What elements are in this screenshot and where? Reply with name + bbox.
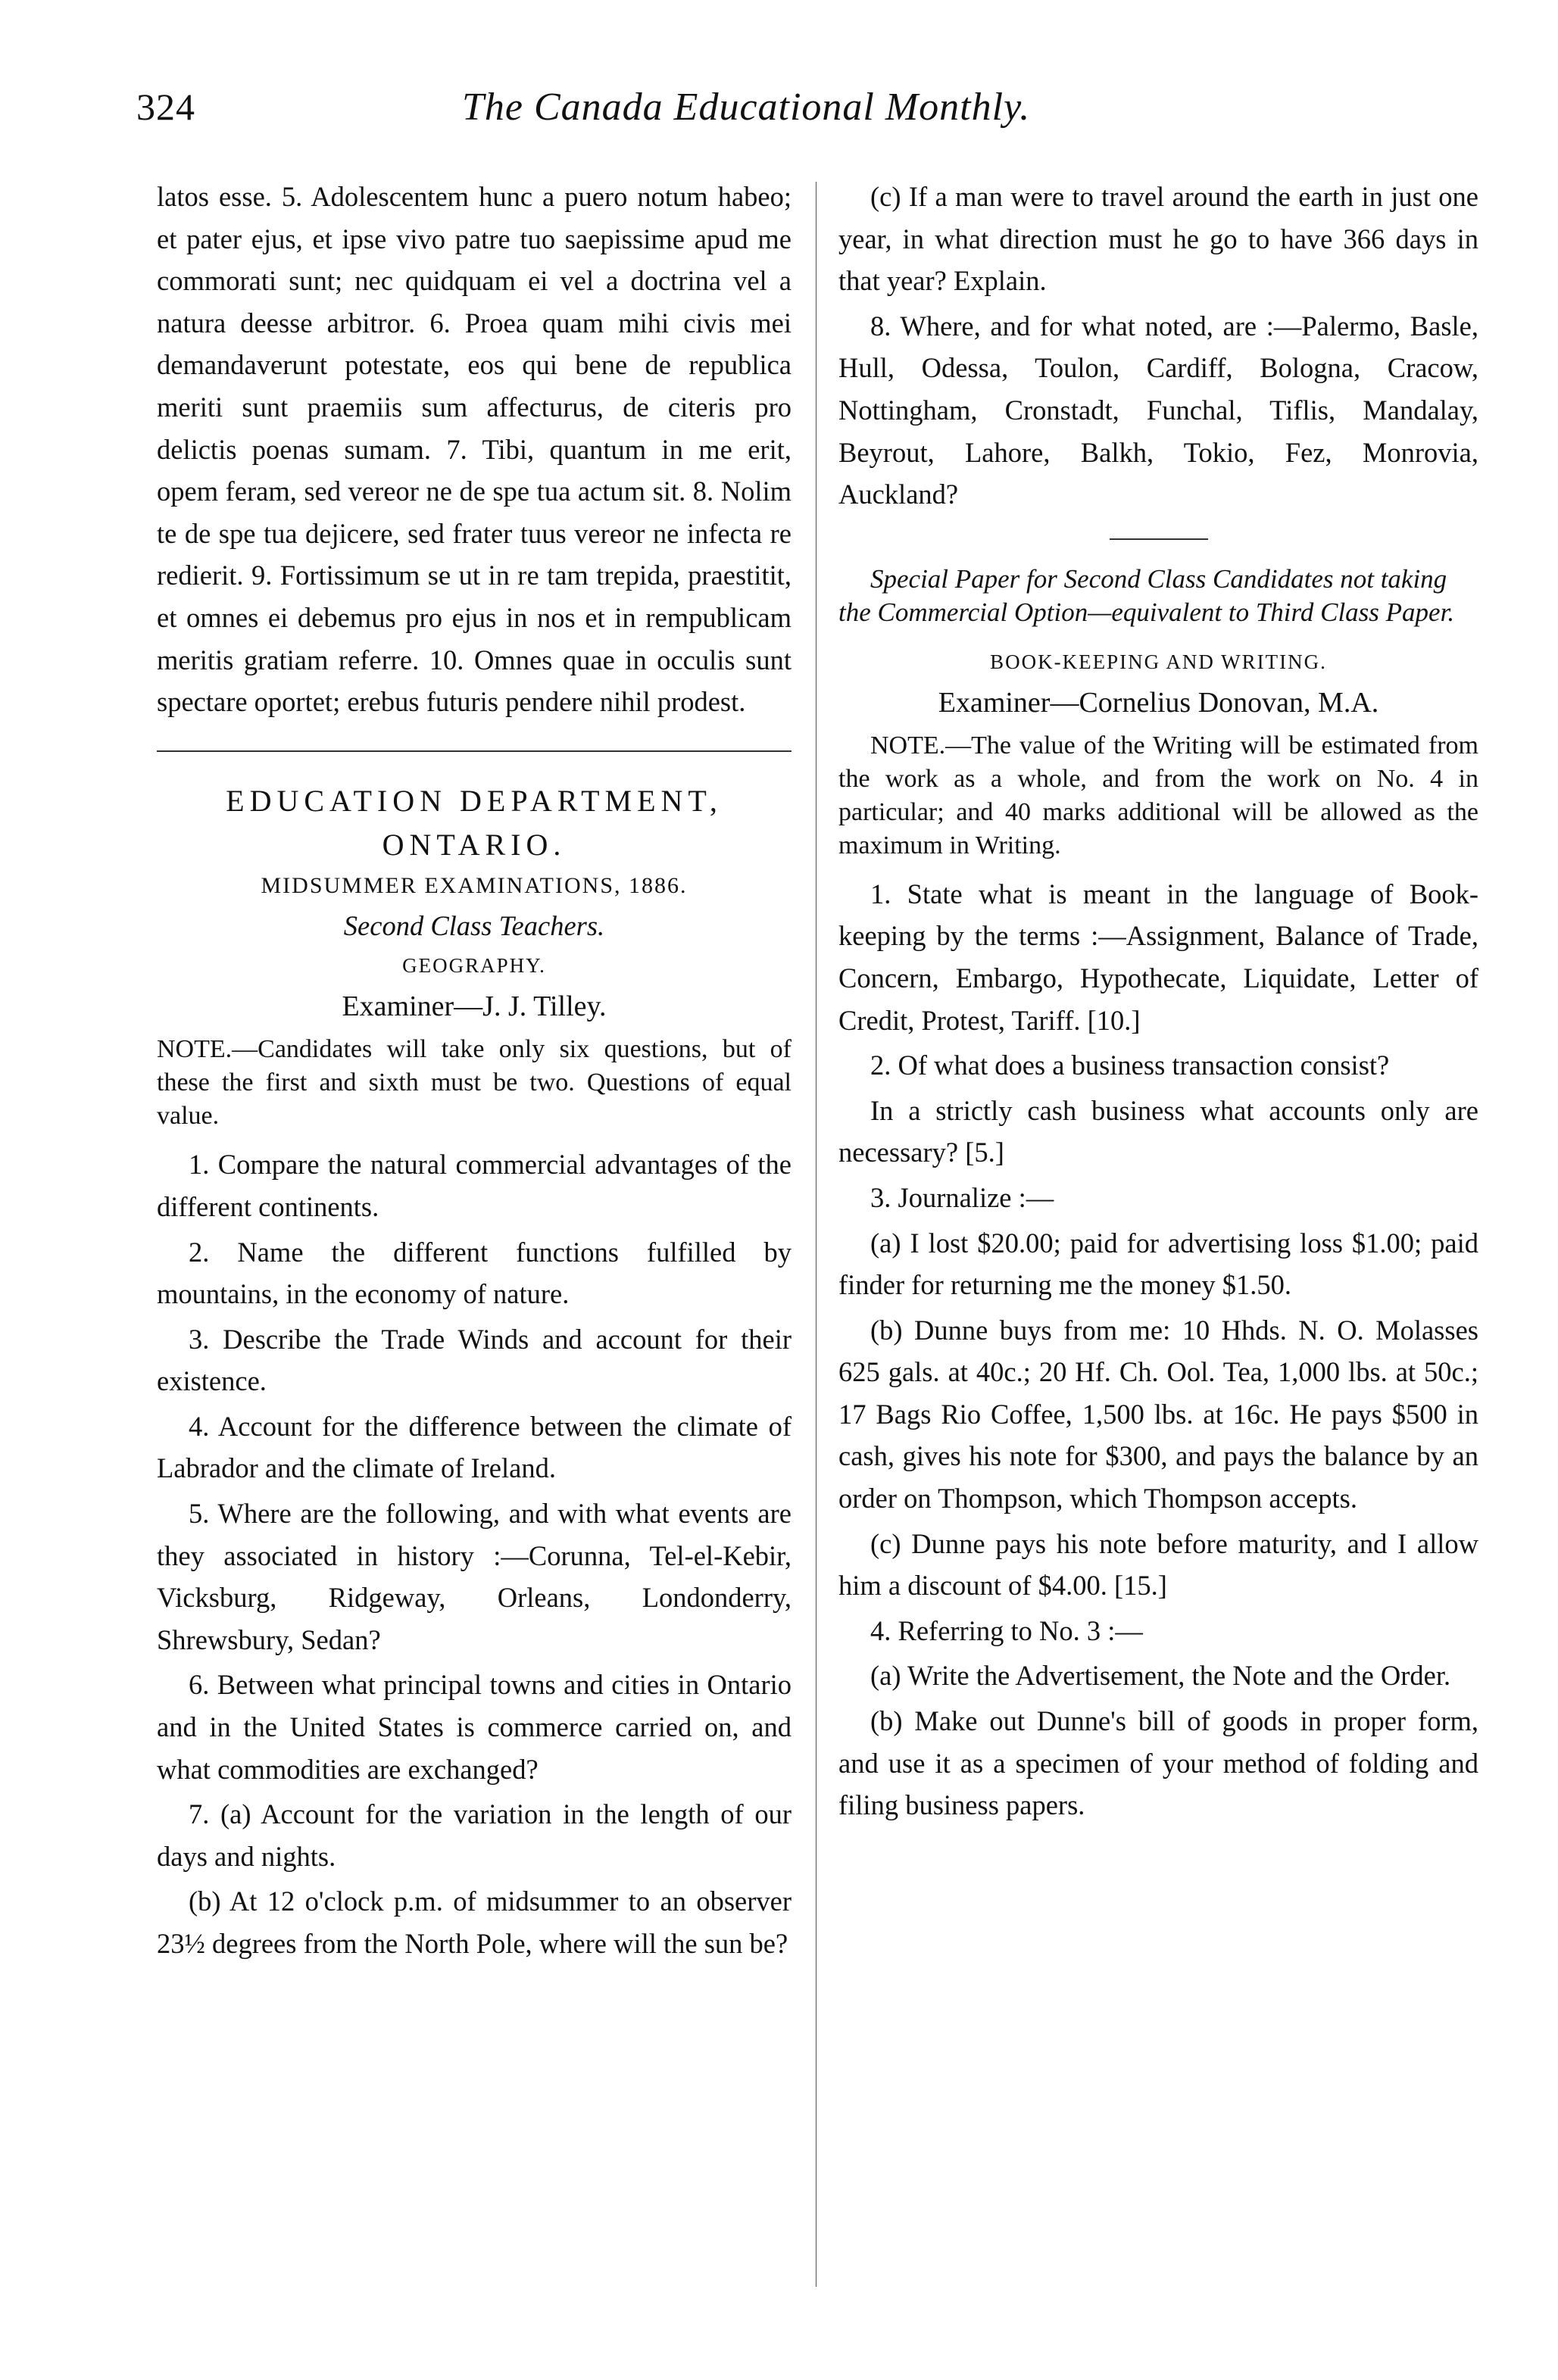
question-item: (b) At 12 o'clock p.m. of midsummer to an observer 23½ degrees from the North Pole, where will the sun be? <box>157 1886 791 1959</box>
page-header <box>136 85 1424 145</box>
class-heading: Second Class Teachers. <box>343 909 605 941</box>
page-number: 324 <box>136 86 195 128</box>
department-heading: EDUCATION DEPARTMENT, ONTARIO. <box>226 783 723 862</box>
question-item: 5. Where are the following, and with what events are they associated in history :—Corunna, Tel-el-Kebir, Vicksburg, Ridgeway, Orleans, Londonderry, Shrewsbury, Sedan? <box>157 1498 791 1655</box>
latin-exercise-text: latos esse. 5. Adolescentem hunc a puero notum habeo; et pater ejus, et ipse vivo patre tuo saepissime apud me commorati sunt; nec quidquam ei vel a doctrina vel a natura deesse arbitror. 6. Proea quam mihi civis mei demandaverunt potestate, eos qui bene de republica meriti sunt praemiis sum affecturus, de citeris pro delictis poenas sumam. 7. Tibi, quantum in me erit, opem feram, sed vereor ne de spe tua actum sit. 8. Nolim te de spe tua dejicere, sed frater tuus vereor ne infecta re redierit. 9. Fortissimum se ut in re tam trepida, praestitit, et omnes ei debemus pro ejus in nos et in rempublicam meritis gratiam referre. 10. Omnes quae in occulis sunt spectare oportet; erebus futuris pendere nihil prodest. <box>157 181 791 718</box>
exam-note: NOTE.—The value of the Writing will be estimated from the work as a whole, and from the work on No. 4 in particular; and 40 marks additional will be allowed as the maximum in Writing. <box>838 731 1478 859</box>
question-item: (c) If a man were to travel around the earth in just one year, in what direction must he go to have 366 days in that year? Explain. <box>838 181 1478 297</box>
question-item: 8. Where, and for what noted, are :—Palermo, Basle, Hull, Odessa, Toulon, Cardiff, Bologna, Cracow, Nottingham, Cronstadt, Funchal, Tiflis, Mandalay, Beyrout, Lahore, Balkh, Tokio, Fez, Monrovia, Auckland? <box>838 310 1478 510</box>
question-item: 3. Describe the Trade Winds and account for their existence. <box>157 1323 791 1397</box>
question-item: 4. Referring to No. 3 :— <box>870 1614 1143 1646</box>
subject-heading: GEOGRAPHY. <box>402 954 546 978</box>
question-item: 7. (a) Account for the variation in the length of our days and nights. <box>157 1798 791 1872</box>
left-column <box>157 176 791 1965</box>
question-item: 1. Compare the natural commercial advantages of the different continents. <box>157 1149 791 1222</box>
examiner-line: Examiner—J. J. Tilley. <box>342 990 607 1023</box>
exam-heading: MIDSUMMER EXAMINATIONS, 1886. <box>261 872 688 898</box>
special-paper-heading: Special Paper for Second Class Candidates not taking the Commercial Option—equivalent to Third Class Paper. <box>838 563 1455 627</box>
exam-note: NOTE.—Candidates will take only six questions, but of these the first and sixth must be two. Questions of equal value. <box>157 1035 791 1131</box>
question-item: (b) Make out Dunne's bill of goods in proper form, and use it as a specimen of your method of folding and filing business papers. <box>838 1705 1478 1821</box>
question-item: (c) Dunne pays his note before maturity, and I allow him a discount of $4.00. [15.] <box>838 1527 1478 1602</box>
right-column <box>838 176 1478 1826</box>
question-item: (a) Write the Advertisement, the Note and the Order. <box>870 1660 1451 1692</box>
question-item: (b) Dunne buys from me: 10 Hhds. N. O. Molasses 625 gals. at 40c.; 20 Hf. Ch. Ool. Tea, 1,000 lbs. at 50c.; 17 Bags Rio Coffee, 1,500 lbs. at 16c. He pays $500 in cash, gives his note for $300, and pays the balance by an order on Thompson, which Thompson accepts. <box>838 1314 1478 1514</box>
question-item: 2. Name the different functions fulfilled by mountains, in the economy of nature. <box>157 1236 791 1310</box>
question-item: (a) I lost $20.00; paid for advertising loss $1.00; paid finder for returning me the money $1.50. <box>838 1227 1478 1301</box>
question-item: 2. Of what does a business transaction consist? <box>870 1050 1390 1081</box>
question-item: 4. Account for the difference between the climate of Labrador and the climate of Ireland. <box>157 1410 791 1484</box>
question-item: 1. State what is meant in the language of Book-keeping by the terms :—Assignment, Balance of Trade, Concern, Embargo, Hypothecate, Liquidate, Letter of Credit, Protest, Tariff. [10.] <box>838 878 1478 1036</box>
section-rule <box>1110 538 1208 540</box>
question-item: 3. Journalize :— <box>870 1181 1054 1213</box>
running-title: The Canada Educational Monthly. <box>462 86 1031 129</box>
examiner-line: Examiner—Cornelius Donovan, M.A. <box>938 686 1379 719</box>
question-item: 6. Between what principal towns and cities in Ontario and in the United States is commerce carried on, and what commodities are exchanged? <box>157 1669 791 1785</box>
section-rule <box>157 750 791 752</box>
subject-heading: BOOK-KEEPING AND WRITING. <box>990 650 1327 673</box>
question-item: In a strictly cash business what accounts only are necessary? [5.] <box>838 1094 1478 1168</box>
